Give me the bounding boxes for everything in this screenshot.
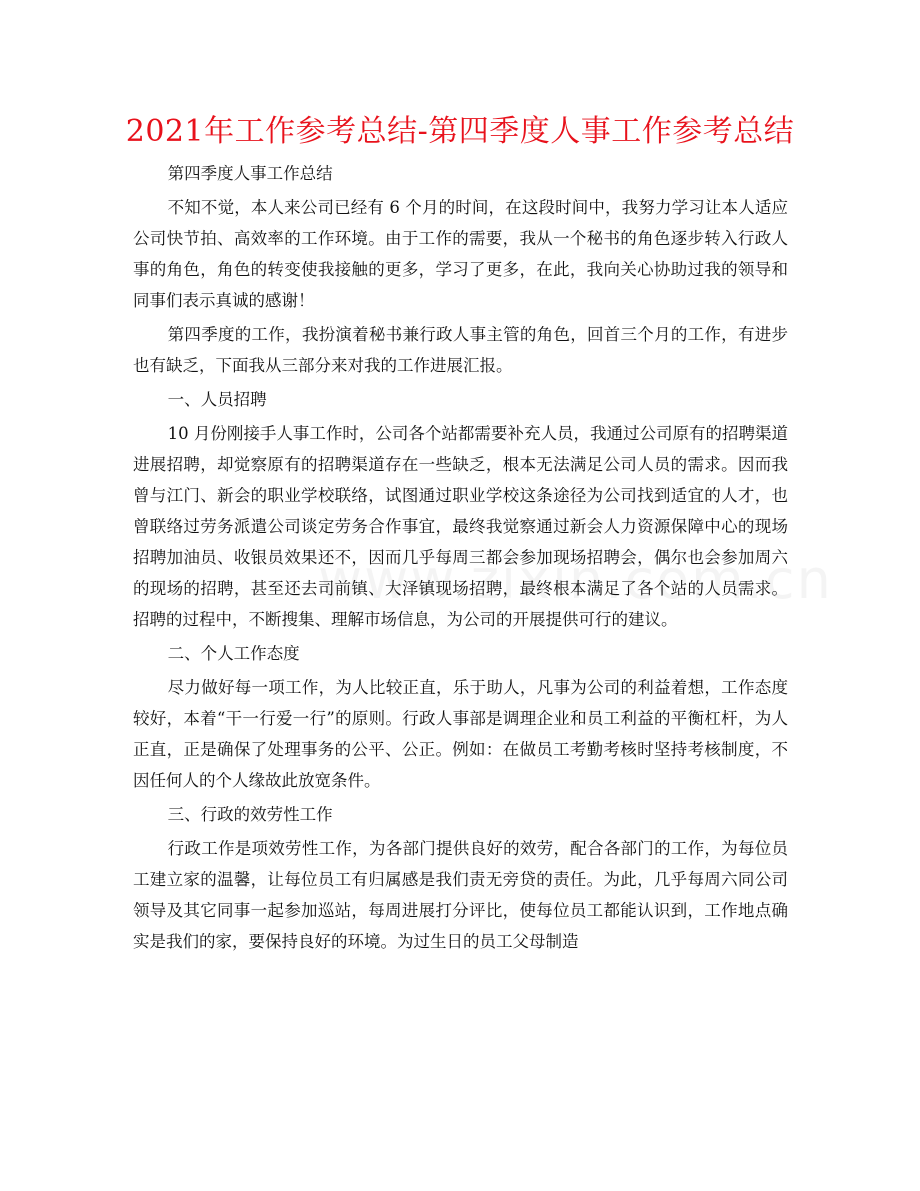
section-subtitle: 第四季度人事工作总结 [167, 164, 333, 183]
paragraph-service: 行政工作是项效劳性工作，为各部门提供良好的效劳，配合各部门的工作，为每位员工建立家的温馨，让每位员工有归属感是我们责无旁贷的责任。为此，几乎每周六同公司领导及其它同事一起参加巡站，每周进展打分评比，使每位员工都能认识到，工作地点确实是我们的家，要保持良好的环境。为过生日的员工父母制造 [133, 839, 788, 951]
heading-attitude: 二、个人工作态度 [167, 644, 300, 663]
paragraph-recruitment: 10 月份刚接手人事工作时，公司各个站都需要补充人员，我通过公司原有的招聘渠道进展招聘，却觉察原有的招聘渠道存在一些缺乏，根本无法满足公司人员的需求。因而我曾与江门、新会的职业学校联络，试图通过职业学校这条途径为公司找到适宜的人才，也曾联络过劳务派遣公司谈定劳务合作事宜，最终我觉察通过新会人力资源保障中心的现场招聘加油员、收银员效果还不，因而几乎每周三都会参加现场招聘会，偶尔也会参加周六的现场的招聘，甚至还去司前镇、大泽镇现场招聘，最终根本满足了各个站的人员需求。招聘的过程中，不断搜集、理解市场信息，为公司的开展提供可行的建议。 [133, 424, 788, 629]
heading-recruitment: 一、人员招聘 [167, 390, 267, 409]
paragraph-attitude: 尽力做好每一项工作，为人比较正直，乐于助人，凡事为公司的利益着想，工作态度较好，本着“干一行爱一行”的原则。行政人事部是调理企业和员工利益的平衡杠杆，为人正直，正是确保了处理事务的公平、公正。例如：在做员工考勤考核时坚持考核制度，不因任何人的个人缘故此放宽条件。 [133, 678, 788, 790]
document-title: 2021年工作参考总结-第四季度人事工作参考总结 [125, 114, 795, 149]
paragraph-intro: 不知不觉，本人来公司已经有 6 个月的时间，在这段时间中，我努力学习让本人适应公司快节拍、高效率的工作环境。由于工作的需要，我从一个秘书的角色逐步转入行政人事的角色，角色的转变使我接触的更多，学习了更多，在此，我向关心协助过我的领导和同事们表示真诚的感谢！ [133, 198, 788, 310]
document-body [133, 158, 788, 960]
paragraph-overview: 第四季度的工作，我扮演着秘书兼行政人事主管的角色，回首三个月的工作，有进步也有缺乏，下面我从三部分来对我的工作进展汇报。 [133, 325, 788, 375]
heading-service: 三、行政的效劳性工作 [167, 805, 333, 824]
